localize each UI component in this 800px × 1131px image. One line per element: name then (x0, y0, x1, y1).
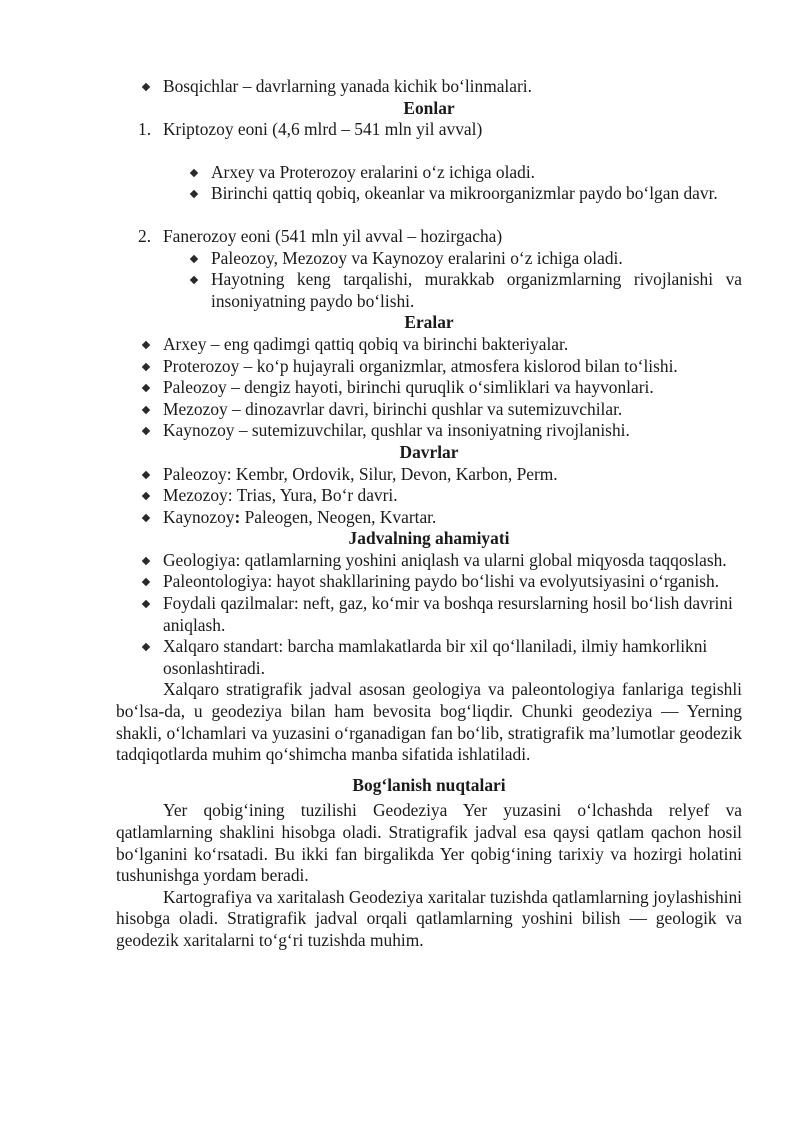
list-item-text: Paleontologiya: hayot shakllarining paydo bo‘lishi va evolyutsiyasini o‘rganish. (163, 571, 720, 592)
numbered-item (116, 119, 742, 141)
list-item (116, 183, 742, 205)
item-number: 1. (138, 119, 152, 140)
item-number: 2. (138, 225, 152, 246)
list-item (116, 464, 742, 486)
list-item-text: Arxey va Proterozoy eralarini o‘z ichiga oladi. (211, 161, 536, 182)
list-item-text: Bosqichlar – davrlarning yanada kichik bo‘linmalari. (163, 76, 532, 96)
list-item (116, 550, 742, 572)
list-item (116, 571, 742, 593)
body-paragraph: Kartografiya va xaritalash Geodeziya xaritalar tuzishda qatlamlarning joylashishini hisobga oladi. Stratigrafik jadval orqali qatlamlarning yoshini bilish — geologik va geodezik xaritalarni to‘g‘ri tuzishda muhim. (116, 886, 742, 950)
list-item-text: Geologiya: qatlamlarning yoshini aniqlash va ularni global miqyosda taqqoslash. (163, 549, 727, 570)
list-item (116, 248, 742, 270)
list-item (116, 334, 742, 356)
list-item (116, 636, 742, 679)
list-item-text: Mezozoy: Trias, Yura, Bo‘r davri. (163, 485, 398, 506)
section-heading: Davrlar (399, 441, 459, 462)
diamond-bullet-icon (142, 578, 150, 586)
section-heading: Eralar (404, 312, 454, 333)
list-item (116, 593, 742, 636)
list-item-text: Foydali qazilmalar: neft, gaz, ko‘mir va boshqa resurslarning hosil bo‘lish davrini aniqlash. (163, 593, 733, 635)
numbered-item-text: Kriptozoy eoni (4,6 mlrd – 541 mln yil avval) (163, 119, 483, 140)
diamond-bullet-icon (190, 169, 198, 177)
list-item-text: Paleozoy: Kembr, Ordovik, Silur, Devon, Karbon, Perm. (163, 463, 558, 484)
numbered-item (116, 226, 742, 248)
list-item-text: Paleozoy – dengiz hayoti, birinchi quruqlik o‘simliklari va hayvonlari. (163, 377, 654, 398)
list-item (116, 162, 742, 184)
section-heading: Bog‘lanish nuqtalari (352, 774, 506, 795)
body-paragraph: Yer qobig‘ining tuzilishi Geodeziya Yer yuzasini o‘lchashda relyef va qatlamlarning shaklini hisobga oladi. Stratigrafik jadval esa qaysi qatlam qachon hosil bo‘lganini ko‘rsatadi. Bu ikki fan birgalikda Yer qobig‘ining tarixiy va hozirgi holatini tushunishga yordam beradi. (116, 800, 742, 886)
diamond-bullet-icon (142, 405, 150, 413)
list-item-text: Mezozoy – dinozavrlar davri, birinchi qushlar va sutemizuvchilar. (163, 398, 623, 419)
diamond-bullet-icon (142, 362, 150, 370)
diamond-bullet-icon (142, 384, 150, 392)
diamond-bullet-icon (142, 83, 150, 91)
list-item-text: Kaynozoy – sutemizuvchilar, qushlar va insoniyatning rivojlanishi. (163, 420, 630, 441)
diamond-bullet-icon (142, 600, 150, 608)
list-item-text: Hayotning keng tarqalishi, murakkab organizmlarning rivojlanishi va insoniyatning paydo bo‘lishi. (211, 269, 742, 311)
diamond-bullet-icon (142, 341, 150, 349)
diamond-bullet-icon (142, 492, 150, 500)
list-item (116, 507, 742, 529)
list-item (116, 356, 742, 378)
list-item (116, 420, 742, 442)
diamond-bullet-icon (142, 427, 150, 435)
diamond-bullet-icon (142, 513, 150, 521)
list-item-text: Birinchi qattiq qobiq, okeanlar va mikroorganizmlar paydo bo‘lgan davr. (211, 183, 718, 204)
list-item (116, 485, 742, 507)
section-heading: Eonlar (403, 97, 455, 118)
list-item-text: Paleogen, Neogen, Kvartar. (240, 506, 437, 527)
numbered-item-text: Fanerozoy eoni (541 mln yil avval – hozirgacha) (163, 225, 503, 246)
list-item (116, 76, 742, 98)
diamond-bullet-icon (142, 643, 150, 651)
body-paragraph: Xalqaro stratigrafik jadval asosan geologiya va paleontologiya fanlariga tegishli bo‘lsa-da, u geodeziya bilan ham bevosita bog‘liqdir. Chunki geodeziya — Yerning shakli, o‘lchamlari va yuzasini o‘rganadigan fan bo‘lib, stratigrafik ma’lumotlar geodezik tadqiqotlarda muhim qo‘shimcha manba sifatida ishlatiladi. (116, 679, 742, 765)
list-item-text: Paleozoy, Mezozoy va Kaynozoy eralarini o‘z ichiga oladi. (211, 247, 623, 268)
diamond-bullet-icon (142, 557, 150, 565)
document-page (116, 76, 742, 952)
list-item (116, 399, 742, 421)
list-item-text: Proterozoy – ko‘p hujayrali organizmlar, atmosfera kislorod bilan to‘lishi. (163, 355, 678, 376)
list-item (116, 377, 742, 399)
list-item-colon: : (234, 506, 241, 527)
diamond-bullet-icon (142, 470, 150, 478)
list-item-text: Arxey – eng qadimgi qattiq qobiq va birinchi bakteriyalar. (163, 333, 569, 354)
diamond-bullet-icon (190, 190, 198, 198)
list-item-label: Kaynozoy (163, 506, 235, 527)
diamond-bullet-icon (190, 276, 198, 284)
list-item-text: Xalqaro standart: barcha mamlakatlarda bir xil qo‘llaniladi, ilmiy hamkorlikni osonlashtiradi. (163, 636, 708, 678)
list-item (116, 269, 742, 312)
section-heading: Jadvalning ahamiyati (348, 528, 510, 549)
diamond-bullet-icon (190, 254, 198, 262)
